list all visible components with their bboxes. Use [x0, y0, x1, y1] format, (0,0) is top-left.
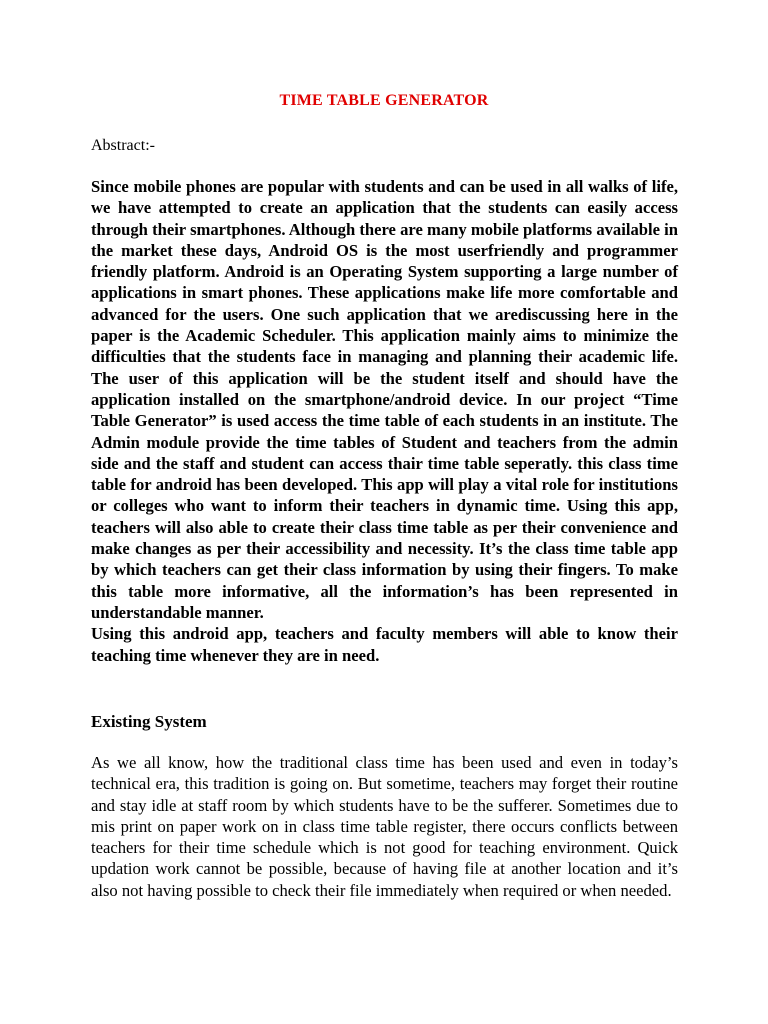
abstract-paragraph: Since mobile phones are popular with students and can be used in all walks of life, we have attempted to create an application that the students can easily access through their smartphones. Although there are many mobile platforms available in the market these days, Android OS is the most userfriendly and programmer friendly platform. Android is an Operating System supporting a large number of applications in smart phones. These applications make life more comfortable and advanced for the users. One such application that we arediscussing here in the paper is the Academic Scheduler. This application mainly aims to minimize the difficulties that the students face in managing and planning their academic life. The user of this application will be the student itself and should have the application installed on the smartphone/android device. In our project “Time Table Generator” is used access the time table of each students in an institute. The Admin module provide the time tables of Student and teachers from the admin side and the staff and student can access thair time table seperatly. this class time table for android has been developed. This app will play a vital role for institutions or colleges who want to inform their teachers in dynamic time. Using this app, teachers will also able to create their class time table as per their convenience and make changes as per their accessibility and necessity. It’s the class time table app by which teachers can get their class information by using their fingers. To make this table more informative, all the information’s has been represented in understandable manner. — [91, 177, 678, 622]
document-title: TIME TABLE GENERATOR — [279, 92, 489, 109]
existing-system-body — [91, 752, 678, 901]
abstract-body — [91, 176, 678, 666]
existing-system-paragraph: As we all know, how the traditional class time has been used and even in today’s technical era, this tradition is going on. But sometime, teachers may forget their routine and stay idle at staff room by which students have to be the sufferer. Sometimes due to mis print on paper work on in class time table register, there occurs conflicts between teachers for their time schedule which is not good for teaching environment. Quick updation work cannot be possible, because of having file at another location and it’s also not having possible to check their file immediately when required or when needed. — [91, 753, 678, 900]
abstract-label: Abstract:- — [91, 137, 155, 154]
abstract-paragraph: Using this android app, teachers and faculty members will able to know their teaching time whenever they are in need. — [91, 624, 678, 665]
section-heading-existing-system: Existing System — [91, 712, 207, 731]
